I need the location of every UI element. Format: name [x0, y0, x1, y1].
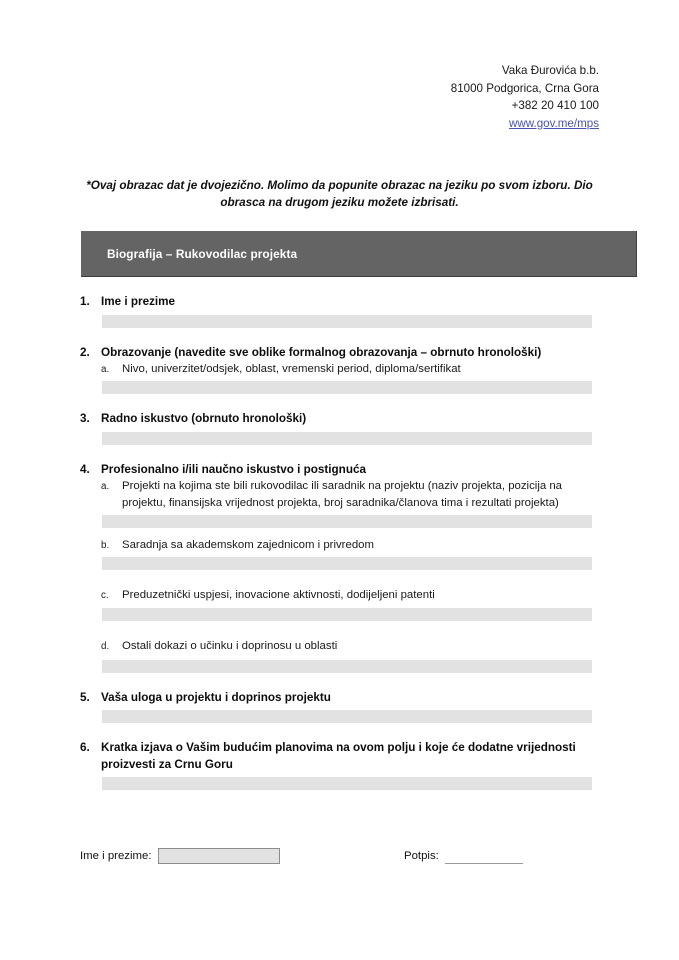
question-3-heading [80, 411, 599, 428]
question-list [80, 294, 599, 790]
question-2-heading [80, 345, 599, 362]
letterhead [451, 62, 599, 132]
section-header-title: Biografija – Rukovodilac projekta [107, 246, 298, 261]
bilingual-note-line-1: *Ovaj obrazac dat je dvojezično. Molimo da popunite obrazac na jeziku po svom izboru. [86, 179, 571, 192]
signature-name-label: Ime i prezime: [80, 850, 152, 862]
bilingual-note-line-2: Dio obrasca na drugom jeziku možete izbrisati. [220, 179, 593, 209]
question-item-2 [80, 345, 599, 395]
question-1-title: Ime i prezime [101, 295, 176, 308]
answer-field-4c[interactable] [102, 608, 592, 621]
letterhead-phone: +382 20 410 100 [511, 99, 599, 112]
letterhead-address-line-1: Vaka Đurovića b.b. [501, 64, 599, 77]
spacer [80, 445, 599, 462]
question-4-sub-b-letter: b. [101, 539, 110, 551]
spacer [80, 621, 599, 638]
question-4-sub-d-text: Ostali dokazi o učinku i doprinosu u oblasti [122, 640, 338, 653]
signature-name-group [80, 848, 280, 864]
question-2-sub-a-letter: a. [101, 364, 110, 375]
question-item-6 [80, 740, 599, 790]
question-1-heading [80, 294, 599, 311]
answer-field-2a[interactable] [102, 381, 592, 394]
answer-field-5[interactable] [102, 710, 592, 723]
signature-sign-group [404, 848, 523, 864]
question-1-number: 1. [80, 295, 90, 308]
question-4-sub-a-text: Projekti na kojima ste bili rukovodilac ili saradnik na projektu (naziv projekta, pozicija na projektu, finansijska vrijednost projekta, broj saradnika/članova tima i rezultati projekta) [122, 480, 563, 509]
section-header-bar [81, 231, 637, 277]
signature-input[interactable] [445, 848, 523, 864]
question-6-number: 6. [80, 741, 90, 755]
question-4-sub-d-letter: d. [101, 641, 110, 653]
question-4-number: 4. [80, 462, 90, 476]
question-4-title: Profesionalno i/ili naučno iskustvo i postignuća [101, 462, 366, 476]
question-2-sub-a [80, 361, 599, 377]
question-2-title: Obrazovanje (navedite sve oblike formalnog obrazovanja – obrnuto hronološki) [101, 345, 542, 359]
question-5-title: Vaša uloga u projektu i doprinos projektu [101, 690, 331, 704]
question-6-heading [80, 740, 599, 773]
spacer [80, 328, 599, 345]
answer-field-4d[interactable] [102, 660, 592, 673]
question-item-1 [80, 294, 599, 328]
question-4-sub-c-text: Preduzetnički uspjesi, inovacione aktivnosti, dodijeljeni patenti [122, 589, 435, 602]
letterhead-website-link[interactable]: www.gov.me/mps [509, 116, 599, 130]
answer-field-1[interactable] [102, 315, 592, 328]
question-4-sub-a-letter: a. [101, 481, 110, 493]
answer-field-3[interactable] [102, 432, 592, 445]
question-4-sub-d [80, 638, 599, 654]
spacer [80, 394, 599, 411]
question-3-number: 3. [80, 412, 90, 426]
question-6-title: Kratka izjava o Vašim budućim planovima na ovom polju i koje će dodatne vrijednosti proizvesti za Crnu Goru [101, 741, 576, 771]
spacer [80, 673, 599, 690]
question-2-number: 2. [80, 345, 90, 359]
question-item-5 [80, 690, 599, 724]
spacer [80, 528, 599, 537]
spacer [80, 570, 599, 587]
answer-field-4a[interactable] [102, 515, 592, 528]
spacer [80, 723, 599, 740]
question-2-sub-a-text: Nivo, univerzitet/odsjek, oblast, vremenski period, diploma/sertifikat [122, 363, 461, 375]
signature-label: Potpis: [404, 850, 439, 862]
question-4-sub-a [80, 478, 599, 511]
question-3-title: Radno iskustvo (obrnuto hronološki) [101, 412, 307, 426]
question-item-3 [80, 411, 599, 445]
question-4-sub-b [80, 537, 599, 553]
letterhead-address-line-2: 81000 Podgorica, Crna Gora [450, 81, 599, 95]
signature-row [80, 848, 599, 870]
signature-name-input[interactable] [158, 848, 280, 864]
answer-field-4b[interactable] [102, 557, 592, 570]
question-5-number: 5. [80, 690, 90, 704]
question-4-sub-c [80, 587, 599, 603]
question-5-heading [80, 690, 599, 707]
bilingual-note [80, 177, 599, 211]
question-4-sub-b-text: Saradnja sa akademskom zajednicom i privredom [122, 538, 374, 551]
answer-field-6[interactable] [102, 777, 592, 790]
question-item-4 [80, 462, 599, 673]
question-4-heading [80, 462, 599, 479]
question-4-sub-c-letter: c. [101, 590, 109, 602]
